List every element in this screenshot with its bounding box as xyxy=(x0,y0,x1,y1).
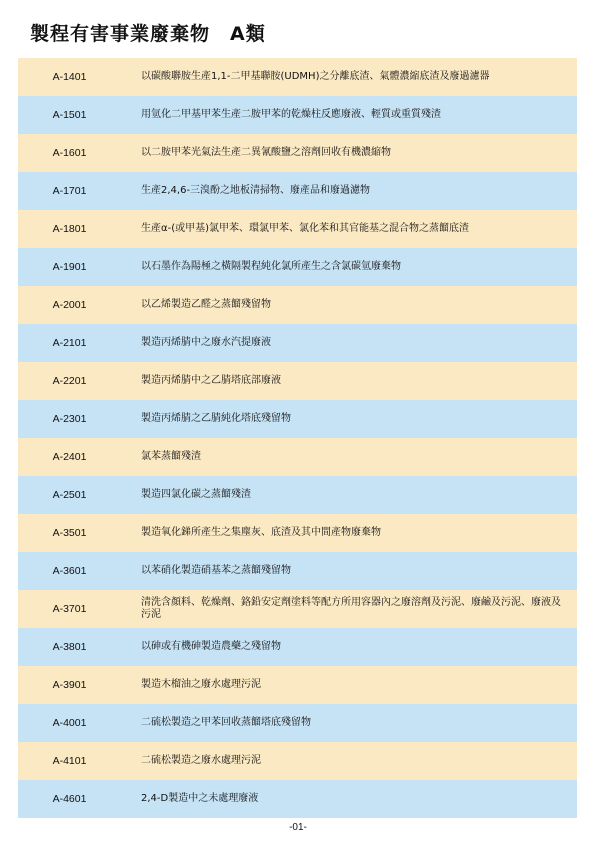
table-row xyxy=(18,210,577,248)
waste-code: A-1801 xyxy=(52,223,87,235)
table-row xyxy=(18,400,577,438)
waste-description: 生產α-(或甲基)氯甲苯、環氯甲苯、氯化苯和其官能基之混合物之蒸餾底渣 xyxy=(141,223,470,234)
waste-description: 製造氧化銻所產生之集塵灰、底渣及其中間產物廢棄物 xyxy=(141,527,381,538)
table-row xyxy=(18,590,577,628)
waste-description: 以苯硝化製造硝基苯之蒸餾殘留物 xyxy=(141,565,291,576)
waste-code: A-3501 xyxy=(52,527,87,539)
table-row xyxy=(18,704,577,742)
table-row xyxy=(18,666,577,704)
table-row xyxy=(18,134,577,172)
waste-description: 製造四氯化碳之蒸餾殘渣 xyxy=(141,489,251,500)
waste-code: A-3601 xyxy=(52,565,87,577)
waste-code: A-1701 xyxy=(52,185,87,197)
waste-code: A-1901 xyxy=(52,261,87,273)
waste-code: A-3701 xyxy=(52,603,87,615)
table-row xyxy=(18,248,577,286)
page-title: 製程有害事業廢棄物 A類 xyxy=(30,23,266,45)
waste-code: A-2001 xyxy=(52,299,87,311)
table-row xyxy=(18,628,577,666)
table-row xyxy=(18,58,577,96)
waste-code: A-4601 xyxy=(52,793,87,805)
table-row xyxy=(18,742,577,780)
waste-code: A-4001 xyxy=(52,717,87,729)
waste-code: A-1601 xyxy=(52,147,87,159)
waste-code: A-2401 xyxy=(52,451,87,463)
table-row xyxy=(18,96,577,134)
waste-description: 用氫化二甲基甲苯生產二胺甲苯的乾燥柱反應廢液、輕質或重質殘渣 xyxy=(141,109,441,120)
table-row xyxy=(18,172,577,210)
page-number: -01- xyxy=(289,822,307,833)
waste-code: A-2201 xyxy=(52,375,87,387)
table-row xyxy=(18,324,577,362)
waste-description: 氯苯蒸餾殘渣 xyxy=(141,451,201,462)
waste-description: 清洗含顏料、乾燥劑、鉻鉛安定劑塗料等配方所用容器內之廢溶劑及污泥、廢鹼及污泥、廢液及污泥 xyxy=(141,597,561,620)
waste-code: A-4101 xyxy=(52,755,87,767)
table-row xyxy=(18,514,577,552)
waste-description: 以砷或有機砷製造農藥之殘留物 xyxy=(141,641,281,652)
waste-code: A-2101 xyxy=(52,337,87,349)
waste-code: A-3901 xyxy=(52,679,87,691)
waste-description: 二硫松製造之廢水處理污泥 xyxy=(141,755,261,766)
waste-description: 製造木榴油之廢水處理污泥 xyxy=(141,679,261,690)
waste-description: 以乙烯製造乙醛之蒸餾殘留物 xyxy=(141,299,271,310)
table-row xyxy=(18,362,577,400)
waste-description: 二硫松製造之甲苯回收蒸餾塔底殘留物 xyxy=(141,717,311,728)
table-row xyxy=(18,476,577,514)
waste-code: A-2501 xyxy=(52,489,87,501)
table-row xyxy=(18,286,577,324)
table-row xyxy=(18,552,577,590)
waste-description: 製造丙烯腈中之乙腈塔底部廢液 xyxy=(141,375,281,386)
table-row xyxy=(18,780,577,818)
waste-description: 製造丙烯腈中之廢水汽提廢液 xyxy=(141,337,271,348)
waste-code: A-3801 xyxy=(52,641,87,653)
waste-description: 以石墨作為陽極之橫隔製程純化氯所產生之含氯碳氫廢棄物 xyxy=(141,261,401,272)
waste-code: A-1401 xyxy=(52,71,87,83)
waste-description: 以二胺甲苯光氣法生產二異氰酸鹽之溶劑回收有機濃縮物 xyxy=(141,147,391,158)
waste-description: 2,4-D製造中之未處理廢液 xyxy=(141,793,259,804)
table-row xyxy=(18,438,577,476)
waste-description: 以碳酸聯胺生產1,1-二甲基聯胺(UDMH)之分離底渣、氣體濃縮底渣及廢過濾器 xyxy=(141,71,490,82)
waste-code: A-1501 xyxy=(52,109,87,121)
waste-description: 生產2,4,6-三溴酚之地板清掃物、廢產品和廢過濾物 xyxy=(141,185,371,196)
waste-code-table xyxy=(18,58,577,818)
waste-code: A-2301 xyxy=(52,413,87,425)
waste-description: 製造丙烯腈之乙腈純化塔底殘留物 xyxy=(141,413,291,424)
